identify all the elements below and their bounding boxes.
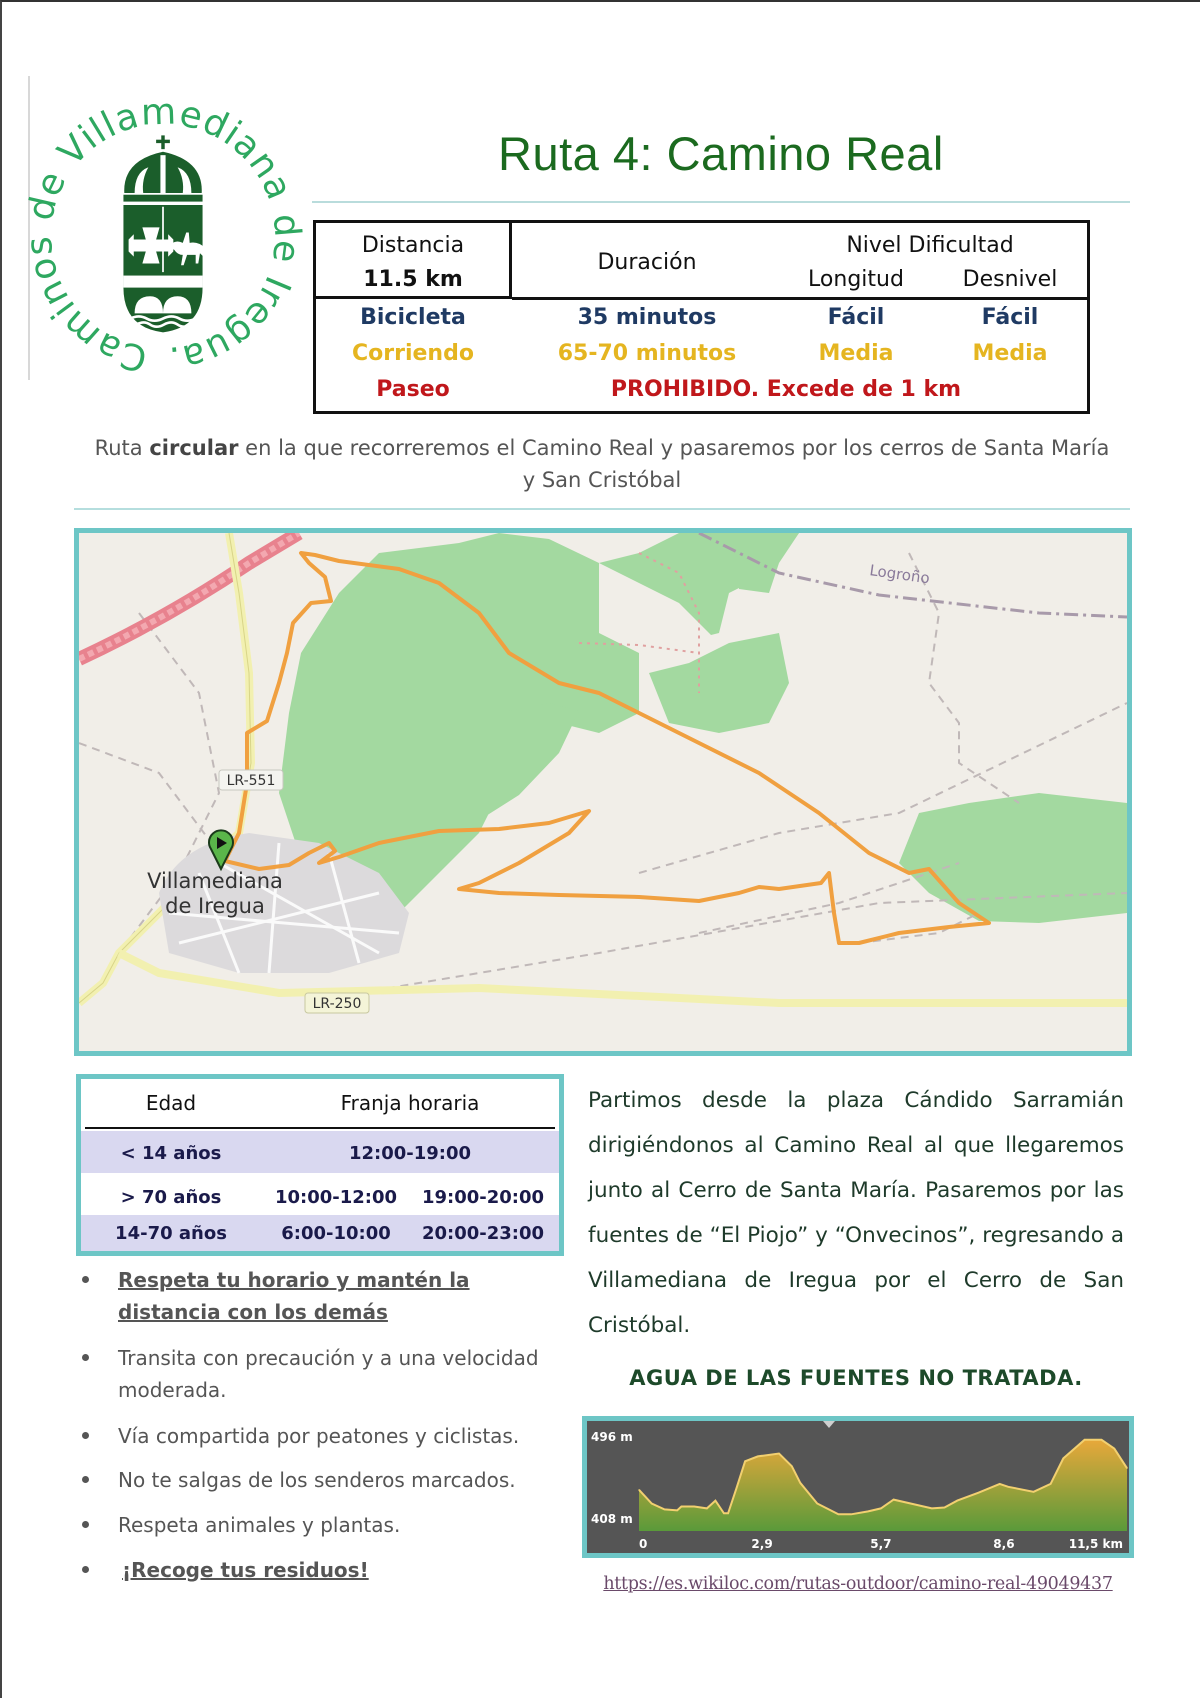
road-label-lr250: LR-250 <box>312 996 362 1012</box>
desc-bold: circular <box>149 436 239 460</box>
elevation-point <box>1008 1486 1009 1487</box>
road-label-lr551: LR-551 <box>226 773 276 789</box>
schedule-slot: 12:00-19:00 <box>348 1143 472 1164</box>
length-run: Media <box>818 341 894 366</box>
schedule-slot: 10:00-12:00 <box>274 1187 398 1208</box>
elevation-point <box>868 1511 869 1512</box>
position-marker-icon <box>823 1421 835 1428</box>
elevation-point <box>681 1506 682 1507</box>
duration-bike: 35 minutos <box>577 305 717 330</box>
bullet-icon <box>82 1566 89 1573</box>
water-warning: AGUA DE LAS FUENTES NO TRATADA. <box>629 1366 1083 1390</box>
bullet-icon <box>82 1476 89 1483</box>
elevation-point <box>1126 1468 1127 1469</box>
title-divider <box>312 201 1130 203</box>
municipality-logo <box>18 86 308 380</box>
description-divider <box>74 508 1130 510</box>
walk-prohibited-note: PROHIBIDO. Excede de 1 km <box>610 377 962 402</box>
x-tick-label: 8,6 <box>993 1537 1015 1551</box>
mode-bike: Bicicleta <box>360 305 466 330</box>
elevation-point <box>1114 1448 1115 1449</box>
header-separator <box>512 297 1087 300</box>
route-description <box>72 432 1132 496</box>
x-tick-label: 2,9 <box>751 1537 773 1551</box>
elevation-point <box>1050 1483 1051 1484</box>
route-map[interactable] <box>74 528 1132 1056</box>
elevation-point <box>736 1487 737 1488</box>
elevation-point <box>651 1503 652 1504</box>
elevation-point <box>728 1513 729 1514</box>
difficulty-label: Nivel Dificultad <box>846 233 1014 258</box>
elevation-point <box>1033 1491 1034 1492</box>
desc-rest: en la que recorreremos el Camino Real y pasaremos por los cerros de Santa María <box>238 436 1110 460</box>
elevation-point <box>757 1456 758 1457</box>
y-tick-label: 408 m <box>591 1512 633 1527</box>
rule-text: Respeta tu horario y mantén la distancia con los demás <box>118 1268 470 1324</box>
desc-prefix: Ruta <box>94 436 150 460</box>
length-bike: Fácil <box>827 305 885 330</box>
elevation-point <box>715 1500 716 1501</box>
elevation-point <box>817 1503 818 1504</box>
elevation-point <box>723 1513 724 1514</box>
route-info-table <box>313 220 1090 414</box>
elevation-point <box>664 1509 665 1510</box>
schedule-row <box>81 1215 559 1251</box>
town-label-line2: de Iregua <box>165 894 265 918</box>
x-tick-label: 5,7 <box>870 1537 892 1551</box>
logo-ring-text: Caminos de Villamediana de Iregua. <box>18 91 308 380</box>
elevation-point <box>791 1466 792 1467</box>
rule-text: Transita con precaución y a una velocidad moderada. <box>118 1346 539 1402</box>
elevation-point <box>1084 1439 1085 1440</box>
elevation-point <box>1101 1439 1102 1440</box>
bullet-icon <box>82 1354 89 1361</box>
schedule-header-age: Edad <box>145 1091 197 1115</box>
elevation-area <box>639 1440 1127 1531</box>
distance-value: 11.5 km <box>363 267 463 292</box>
elevation-point <box>800 1482 801 1483</box>
rule-text: No te salgas de los senderos marcados. <box>118 1468 516 1492</box>
bullet-icon <box>82 1521 89 1528</box>
route-narrative: Partimos desde la plaza Cándido Sarramián dirigiéndonos al Camino Real al que llegaremos junto al Cerro de Santa María. Pasaremos por las fuentes de “El Piojo” y “Onvecinos”, regresando a Villamediana de Iregua por el Cerro de San Cristóbal. <box>588 1088 1124 1338</box>
wikiloc-source-link[interactable]: https://es.wikiloc.com/rutas-outdoor/camino-real-49049437 <box>603 1574 1113 1594</box>
schedule-slot: 20:00-23:00 <box>421 1223 545 1244</box>
elevation-point <box>706 1508 707 1509</box>
bullet-icon <box>82 1432 89 1439</box>
x-tick-label: 11,5 km <box>1068 1537 1123 1551</box>
elevation-point <box>778 1453 779 1454</box>
schedule-row <box>81 1131 559 1173</box>
forest-areas <box>279 533 1127 923</box>
elevation-point <box>1063 1458 1064 1459</box>
elevation-point <box>931 1508 932 1509</box>
schedule-age: 14-70 años <box>115 1223 227 1244</box>
elevation-point <box>978 1492 979 1493</box>
schedule-age: < 14 años <box>120 1143 222 1164</box>
elevation-point <box>838 1514 839 1515</box>
schedule-header-slot: Franja horaria <box>340 1091 480 1115</box>
schedule-table <box>76 1074 564 1256</box>
elevation-point <box>694 1506 695 1507</box>
mode-run: Corriendo <box>352 341 474 366</box>
schedule-age: > 70 años <box>120 1187 222 1208</box>
elevation-point <box>893 1499 894 1500</box>
city-label-logrono: Logroño <box>868 561 931 588</box>
elevation-chart <box>587 1421 1129 1553</box>
mode-walk: Paseo <box>376 377 450 402</box>
schedule-header-rule <box>85 1127 555 1129</box>
rule-text: Respeta animales y plantas. <box>118 1513 401 1537</box>
elevation-point <box>851 1514 852 1515</box>
page-title: Ruta 4: Camino Real <box>498 127 944 180</box>
town-label-line1: Villamediana <box>147 869 283 893</box>
bullet-icon <box>82 1276 89 1283</box>
duration-run: 65-70 minutos <box>557 341 737 366</box>
distance-label: Distancia <box>361 233 465 258</box>
length-label: Longitud <box>808 267 904 292</box>
desc-line2: y San Cristóbal <box>522 468 682 492</box>
schedule-slot: 6:00-10:00 <box>281 1223 391 1244</box>
x-tick-label: 0 <box>639 1537 648 1551</box>
rule-text: ¡Recoge tus residuos! <box>122 1558 369 1582</box>
slope-label: Desnivel <box>962 267 1058 292</box>
slope-bike: Fácil <box>981 305 1039 330</box>
elevation-profile <box>582 1416 1134 1558</box>
y-tick-label: 496 m <box>591 1429 633 1444</box>
elevation-point <box>999 1483 1000 1484</box>
elevation-point <box>744 1461 745 1462</box>
elevation-point <box>880 1508 881 1509</box>
coat-of-arms-icon <box>123 135 205 332</box>
elevation-point <box>944 1507 945 1508</box>
elevation-point <box>677 1510 678 1511</box>
elevation-point <box>638 1489 639 1490</box>
elevation-point <box>957 1500 958 1501</box>
elevation-point <box>910 1503 911 1504</box>
duration-label: Duración <box>597 250 697 275</box>
schedule-slot: 19:00-20:00 <box>421 1187 545 1208</box>
slope-run: Media <box>972 341 1048 366</box>
schedule-row <box>81 1173 559 1215</box>
rule-text: Vía compartida por peatones y ciclistas. <box>118 1424 520 1448</box>
